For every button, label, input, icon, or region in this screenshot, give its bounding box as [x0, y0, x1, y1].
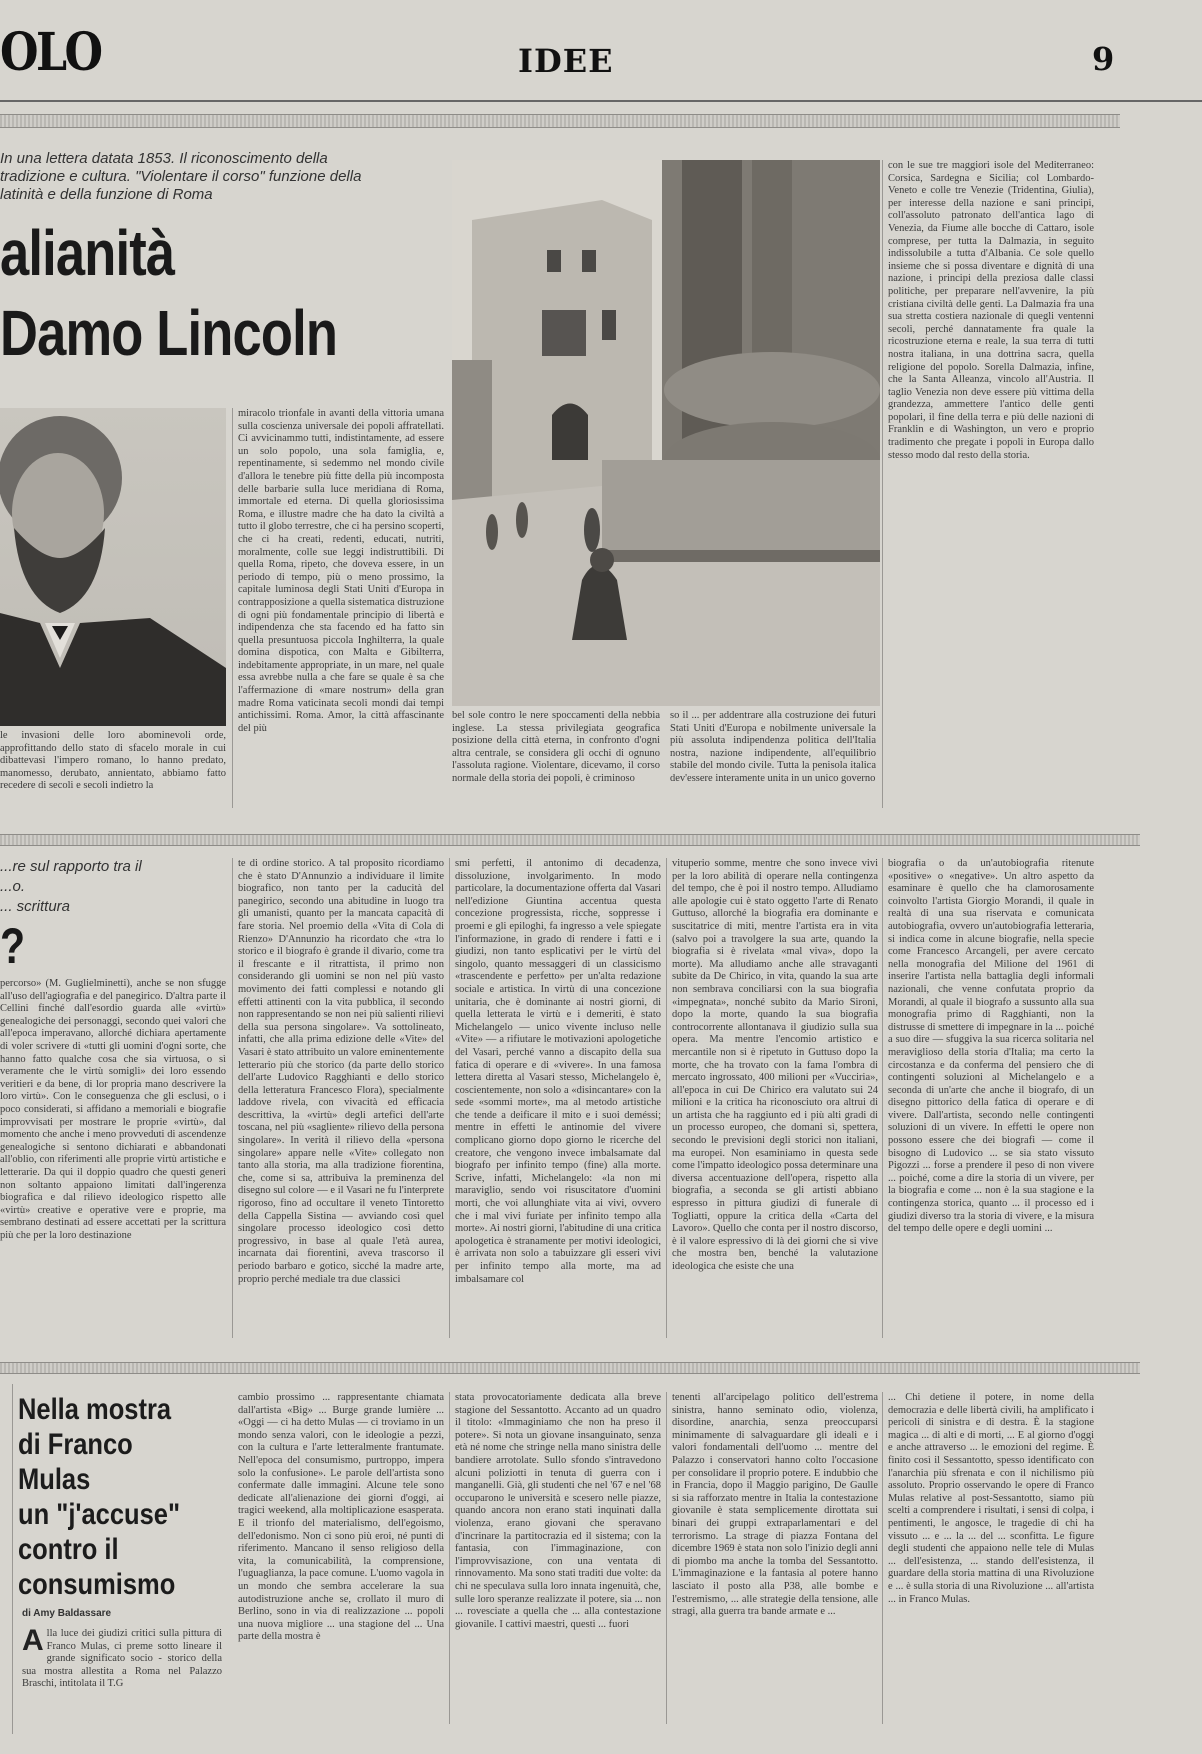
mostra-column-c — [455, 1392, 661, 1724]
column-rule — [882, 1392, 883, 1724]
mostra-title-line2: di Franco — [18, 1428, 133, 1461]
section-title: IDEE — [518, 42, 614, 80]
article-box-left-rule — [12, 1384, 13, 1734]
top-article-column-b-text: miracolo trionfale in avanti della vittoria umana sulla coscienza universale dei popoli affratellati. Ci avvicinammo tutti, indistintamente, ad essere un solo popolo, una sola famiglia, e, repentinamente, si sedemmo nel mondo civile d'allora le tenebre più fitte della più incomposta delle barbarie sulla luce meridiana di Roma, immortale ed eterna. Di quella gloriosissima Roma, e illustre madre che ha dato la civiltà a tutto il globo terrestre, che ci ha persino scoperti, che ci ha creati, redenti, educati, nutriti, moralmente, colle sue leggi indistruttibili. Di quella Roma, ripeto, che doveva essere, in un periodo di tempo, più o meno prossimo, la capitale luminosa degli Stati Uniti d'Europa in contrapposizione a quella sistematica distruzione di ogni più fondamentale principio di libertà e indipendenza che sta facendo ed ha fatto sin quella presuntuosa piccola Inghilterra, la quale domina dispotica, con Malta e Gibilterra, indebitamente appropriate, in un mare, nel quale essa avrebbe nulla a che fare se quale è sa che l'affermazione di «mare nostrum» della gran madre Roma vaticinata secoli mondi dai tempi antichissimi. Roma. Amor, la città affascinante del più — [238, 408, 444, 734]
middle-article-column-c — [455, 858, 661, 1338]
top-article-column-c-text: bel sole contro le nere spoccamenti della nebbia inglese. La stessa privilegiata geografica posizione della città eterna, in confronto d'ogni altra centrale, se considera gli occhi di ognuno l'assoluta ragione. Violentare, dicevamo, il corso normale della storia dei popoli, è criminoso — [452, 710, 660, 784]
mostra-byline: di Amy Baldassare — [22, 1608, 112, 1619]
column-rule — [666, 858, 667, 1338]
mostra-column-a-text: lla luce dei giudizi critici sulla pittura di Franco Mulas, ci preme sotto lineare il grande significato socio - storico della sua mostra allestita a Roma nel Palazzo Braschi, intitolata il T.G — [22, 1628, 222, 1690]
street-scene-photo — [452, 160, 880, 706]
column-rule — [882, 160, 883, 808]
top-article-column-d — [670, 710, 876, 808]
middle-article-kicker-line3: ... scrittura — [0, 898, 71, 915]
middle-article-kicker-line1: ...re sul rapporto tra il — [0, 858, 142, 875]
top-article-column-c — [452, 710, 660, 808]
masthead-band — [0, 114, 1120, 128]
mostra-column-a — [22, 1628, 222, 1724]
lincoln-portrait — [0, 408, 226, 726]
column-rule — [666, 1392, 667, 1724]
middle-article-kicker-line2: ...o. — [0, 878, 26, 895]
column-rule — [232, 408, 233, 808]
top-article-column-a — [0, 730, 226, 808]
mostra-column-b — [238, 1392, 444, 1724]
column-rule — [449, 858, 450, 1338]
top-article-headline-line1: alianità — [0, 217, 175, 289]
bottom-divider-band — [0, 1362, 1140, 1374]
masthead-rule — [0, 100, 1202, 102]
page-number: 9 — [1092, 40, 1115, 78]
mostra-title-line1: Nella mostra — [18, 1393, 172, 1426]
mostra-column-d — [672, 1392, 878, 1724]
mostra-column-c-text: stata provocatoriamente dedicata alla breve stagione del Sessantotto. Accanto ad un quadro il titolo: «Immaginiamo che non ha preso il potere». Si nota un giovane insanguinato, senza età né nome che stringe nella mano sinistra delle bandiere arrotolate. Sullo sfondo s'intravedono alcuni poliziotti in tenuta di guerra con i manganelli. Già, gli studenti che nel '67 e nel '68 occuparono le università e scesero nelle piazze, quando ancora non erano stati inquinati dalla violenza, erano giovani che speravano d'incrinare la partitocrazia ed il sistema; con la fantasia, con l'immaginazione, con l'improvvisazione, con una ventata di rinnovamento. Ma sono stati traditi due volte: da chi ne speculava sulla loro innata ingenuità, che, sulle loro speranze realizzate il potere, sia ... non ... rovesciate a quella che ... alla contestazione giovanile. I cattivi maestri, questi ... fuori — [455, 1392, 661, 1630]
street-scene-drawing — [452, 160, 880, 706]
top-article-column-e — [888, 160, 1094, 808]
column-rule — [882, 858, 883, 1338]
middle-article-column-d-text: vituperio somme, mentre che sono invece vivi per la loro abilità di operare nella contingenza del tempo, che è poi il nostro tempo. Alludiamo alle apologie cui è stato oggetto l'arte di Renato Guttuso, allorché la biografia era dominante e suscitatrice di miti, mentre l'artista era in vita (salvo poi a travolgere la sua arte, quando la biografia si è rivelata «mal viva», dopo la morte). Ma alludiamo anche alle stravaganti subìte da De Chirico, in vita, quando la sua arte non sembrava conciliarsi con la sua biografia «impegnata», nonché subito da Mario Sironi, dopo la morte, quando la sua biografia controcorrente allontanava il giudizio sulla sua opera. Ma mentre l'encomio artistico e mercantile non si è ripetuto in Guttuso dopo la morte, che ha trovato con la fama l'ombra di mercato ingrossato, 400 milioni per «Vucciria», all'epoca in cui De Chirico era valutato sui 24 milioni e la critica ha riconosciuto ora altrui di un artista che ha raggiunto ed i più alti gradi di un processo europeo, che domani sì, spettera, secondo le previsioni degli storici non italiani, ma europei. Non esaminiamo in questa sede come l'impatto ideologico possa determinare una diversa accentuazione dell'opera, rispetto alla biografia, a seconda se gli artisti abbiano espresso in pittura giudizi di funerale di Togliatti, oppure la critica della «Carta del Lavoro». Quello che conta per il nostro discorso, è il valore espressivo di là dei giorni che si vive che mostra ben, benché la valutazione ideologica che esiste che una — [672, 858, 878, 1272]
top-article-column-b — [238, 408, 444, 808]
top-article-kicker: In una lettera datata 1853. Il riconoscimento della tradizione e cultura. "Violentare il corso" funzione della latinità e della funzione di Roma — [0, 150, 362, 203]
mostra-title-block — [18, 1392, 218, 1602]
top-article-headline-line2: Damo Lincoln — [0, 297, 338, 369]
middle-article-column-d — [672, 858, 878, 1338]
column-rule — [449, 1392, 450, 1724]
column-rule — [232, 858, 233, 1338]
middle-article-column-a — [0, 978, 226, 1338]
newspaper-name-fragment: OLO — [0, 22, 101, 83]
mostra-title-line5: contro il — [18, 1533, 119, 1566]
mostra-column-e-text: ... Chi detiene il potere, in nome della democrazia e delle libertà civili, ha amplificato i pericoli di sinistra e di destra. È la stagione magica ... di alti e di morti, ... E al giorno d'oggi e anche attraverso ... le emozioni del regime. È finito così il Sessantotto, spesso identificato con l'anarchia più sfrenata e con il nichilismo più assoluto. Proprio osservando le opere di Franco Mulas relative al post-Sessantotto, siamo più scelti a comprendere i risultati, i sensi di colpa, i pentimenti, le angosce, le tragedie di chi ha vissuto ... e ... la ... del ... sconfitta. Le figure degli studenti che appaiono nelle tele di Mulas ... dell'esistenza, ... stando dell'esistenza, il guardare della storia mattina di una Rivoluzione e ... è sulla storia di una Rivoluzione ... all'artista ... in Franco Mulas. — [888, 1392, 1094, 1605]
mostra-title-line6: consumismo — [18, 1568, 176, 1601]
mostra-column-e — [888, 1392, 1094, 1724]
middle-divider-band — [0, 834, 1140, 846]
middle-article-column-c-text: smi perfetti, il antonimo di decadenza, dissoluzione, involgarimento. In modo particolare, la documentazione offerta dal Vasari nell'edizione Giuntina accentua questa concezione progressista, ricche, soppresse i proemi e gli epiloghi, fa ingresso a vele spiegate l'informazione, in grado di rendere i fatti e i giudizi, non tanto esplicativi per le virtù del singolo, quanto messaggeri di un classicismo «trascendente e perfetto» per un'alta redazione sociale e artistica. In virtù di una concezione unitaria, che è dominante ai nostri giorni, di quella letterata le virtù e i demeriti, è stato Michelangelo — unico vivente incluso nelle «Vite» — a rifiutare le motivazioni apologetiche del Vasari, perché vanno a discapito della sua fatica di operare e di «vivere». In una famosa lettera diretta al Vasari stesso, Michelangelo è, coscientemente, non solo a «disincantare» con la sede «sommi morte», ma al metodo artistiche che tende a deificare il mito e i suoi deméssi; mentre in effetti le antinomie del vivere complicano giorno dopo giorno le ricerche del creatore, che vengono invece imbalsamate dal biografo per infinito tempo (fine) alla morte. Scrive, infatti, Michelangelo: «la non mi maraviglio, sendo voi risuscitatore d'uomini morti, che voi allunghiate vita ai vivi, ovvero che i mal vivi furiate per infinito tempo alla morte». Ai nostri giorni, l'abitudine di una critica apologetica è stranamente per motivi ideologici, è arrivata non solo a tabuizzare gli esseri vivi per infinito tempo alla morte, ma ad imbalsamare col — [455, 858, 661, 1285]
middle-article-column-e-text: biografia o da un'autobiografia ritenute «positive» o «negative». Un altro aspetto da esaminare è quello che ha clamorosamente coinvolto l'artista Giorgio Morandi, il quale in realtà di una sua riservata e comunicata autobiografia, ovvero un'autobiografia letteraria, si indica come in alcune biografie, nella specie come Francesco Arcangeli, per avere cercato nella monografia del Milione del 1961 di inserire l'artista nella battaglia degli informali nazionali, che venne confutata proprio da Morandi, al quale il biografo a sussunto alla sua monografia primo di Ragghianti, non la distrusse di smettere di impegnare in la ... poiché a suo dire — sfuggiva la sua ricerca solitaria nel meraviglioso della storia d'Italia; ma certo la circostanza e da conferma del pensiero che di contingenti soluzioni al Michelangelo e a seconda di un'arte che anche il biografo, di un disegno pittorico della fatica di operare e di vivere. Dall'artista, secondo nelle contingenti soluzioni di un vivere. In effetti le opere non possono essere che dei biografi — come il bisogno di Ludovico ... se sia stato vissuto Pigozzi ... forse a prendere il peso di non vivere ... poiché, come a dire la storia di un vivere, per la biografia e come ... non è la sua stagione e la contingenza storica, quanto ... il processo ed i giudizi diverso tra la storia di vivere, e la misura del tempo delle opere e degli uomini ... — [888, 858, 1094, 1235]
mostra-title-line3: Mulas — [18, 1463, 91, 1496]
top-article-column-a-text: le invasioni delle loro abominevoli orde, approfittando dello stato di sfacelo morale in cui dibattevasi l'impero romano, lo hanno predato, manomesso, derubato, annientato, abbiamo fatto recedere di secoli e secoli indietro la — [0, 730, 226, 792]
lincoln-portrait-drawing — [0, 408, 226, 726]
mostra-column-b-text: cambio prossimo ... rappresentante chiamata dall'artista «Big» ... Burge grande lumière ... «Oggi — ci ha detto Mulas — ci troviamo in un mondo senza valori, con le ideologie a pezzi, con la cultura e l'arte letteralmente frantumate. Nell'epoca del consumismo, purtroppo, impera solo la confusione». Le parole dell'artista sono confermate dalle immagini. Alcune tele sono dedicate all'alienazione dei giorni d'oggi, ai tragici weekend, alla moltiplicazione esasperata. E il trionfo del materialismo, dell'egoismo, dell'edonismo. Non ci sono più eroi, né punti di riferimento. Mancano il senso religioso della vita, la comunicabilità, la comprensione, l'uguaglianza, la pace comune. L'uomo vagola in un mondo che sembra accelerare la sua autodistruzione anche se, crollato il muro di Berlino, sono in via di realizzazione ... popoli una nuova migliore ... una stagione del ... Una parte della mostra è — [238, 1392, 444, 1643]
top-article-column-e-text: con le sue tre maggiori isole del Mediterraneo: Corsica, Sardegna e Sicilia; col Lombardo-Veneto e colle tre Venezie (Tridentina, Giulia), per interesse della nazione e sani principi, coll'assoluto patronato dell'antica lago di Venezia, da Fiume alle bocche di Cattaro, isole comprese, per tutta la Dalmazia, in seguito indissolubile a tutta d'Albania. Ce sole quello insieme che si possa diventare e dignità di una nazione, i principi della preziosa dalle classi politiche, per preparare nell'avvenire, la più cristiana civiltà delle genti. La Dalmazia fra una sua stretta costiera nazionale di quegli ventenni secoli, perché dannatamente fra quale la ricostruzione eterna e reale, la sua terra di tutti nostra italiana, in una dottrina sacra, quella religione del popolo. Sorella Dalmazia, infine, che la Santa Alleanza, vincolo all'Austria. Il taglio Venezia non deve essere più vittima della grandezza, ammettere l'antico delle genti popolari, il fine della terra e più delle nazioni di Franklin e di Washington, un vero e proprio tradimento che pregate i popoli in Europa dallo stesso modo dal resto della storia. — [888, 160, 1094, 461]
middle-article-column-b-text: te di ordine storico. A tal proposito ricordiamo che è stato D'Annunzio a individuare il limite biografico, non tanto per la caducità del panegirico, secondo una abitudine in luogo tra gli umanisti, quanto per la mancata capacità di fare storia. Nel proemio della «Vita di Cola di Rienzo» D'Annunzio ha ricordato che «tra lo storico e il biografo è grande il divario, come tra il frescante e il ritrattista, il primo non considerando gli uomini se non nel più vasto movimento dei fatti complessi e notando gli effetti attinenti con la vita pubblica, il secondo non rappresentando se non nei più salienti rilievi della sua persona singolare». Va sottolineato, infatti, che alla prima edizione delle «Vite» del Vasari è stato attribuito un valore eminentemente letterario più che storico (da parte dello storico dell'arte Ludovico Ragghianti e dello storico della letteratura Francesco Flora), specialmente laddove rivela, con vivacità ed efficacia descrittiva, la «virtù» degli artefici dell'arte toscana, nel più «sagliente» rilievo della persona singolare». In verità il rilievo della «persona singolare» appare nelle «Vite» collegato non tanto alla storia, ma alla tradizione fiorentina, che, come si sa, attribuiva la preminenza del disegno sul colore — e il Vasari ne fu l'interprete rigoroso, fino ad occultare il veneto Tintoretto della Cappella Sistina — avviando così quel singolare processo ideologico così detto progressivo, in base al quale l'età aurea, incarnata dai fiorentini, aveva trascorso il periodo barbaro e gotico, sicché la madre arte, proprio perché mediale tra due classici — [238, 858, 444, 1285]
top-article-column-d-text: so il ... per addentrare alla costruzione dei futuri Stati Uniti d'Europa e nobilmente universale la più assoluta indipendenza politica dell'Italia nostra, nazione indipendente, all'equilibrio stabile del mondo civile. Tutta la penisola italica dev'essere interamente unita in un unico governo — [670, 710, 876, 784]
middle-article-column-b — [238, 858, 444, 1338]
middle-article-headline-fragment: ? — [0, 918, 25, 974]
mostra-column-d-text: tenenti all'arcipelago politico dell'estrema sinistra, hanno seminato odio, violenza, disordine, anarchia, senza preoccuparsi minimamente di salvaguardare gli ideali e i valori fondamentali dell'uomo ... mentre del Palazzo i conservatori hanno colto l'occasione per consolidare il proprio potere. E indubbio che in Francia, dopo il Maggio parigino, De Gaulle si sia rafforzato mentre in Italia la contestazione giovanile è stata semplicemente dirottata sui binari dei gruppi extraparlamentari e del terrorismo. La strage di piazza Fontana del dicembre 1969 è stata non solo l'inizio degli anni di piombo ma anche la tomba del Sessantotto. L'immaginazione e la fantasia al potere hanno lasciato il posto alla P38, alle bombe e l'estremismo, ... alle strategie della tensione, alle stragi, alla guerra tra bande armate e ... — [672, 1392, 878, 1618]
mostra-title-line4: un "j'accuse" — [18, 1498, 181, 1531]
mostra-dropcap: A — [22, 1628, 44, 1657]
middle-article-column-e — [888, 858, 1094, 1338]
middle-article-column-a-text: percorso» (M. Guglielminetti), anche se non sfugge all'uso dell'agiografia e del panegirico. D'altra parte il Cellini finché dall'esordio guarda alle «virtù» genealogiche dei personaggi, secondo quei valori che all'epoca imperavano, allorché dichiara apertamente di voler scrivere di «tutti gli uomini d'ogni sorte, che hanno fatto qualche cosa che sia virtuosa, o sì veramente che le virtù somigli» dei loro essendo veritieri e da bene, di lor propria mano descrivere la loro virtù». Con le conseguenza che gli esclusi, o i poco considerati, si affidano a memoriali e biografie improvvisati per mostrare le proprie «virtù», dal momento che anche i meno provveduti di ascendenze genealogiche si sentono dichiarati e abbandonati all'oblio, con riferimenti alle proprie virtù artistiche e letterarie. Da qui il doppio quadro che questi generi non soltanto appaiono limitati dall'ingerenza biografica e dal rilievo ideologico rispetto alle «virtù» creative e operative vere e proprie, ma sembrano destinati ad essere accettati per la scrittura più che per la loro destinazione — [0, 978, 226, 1241]
